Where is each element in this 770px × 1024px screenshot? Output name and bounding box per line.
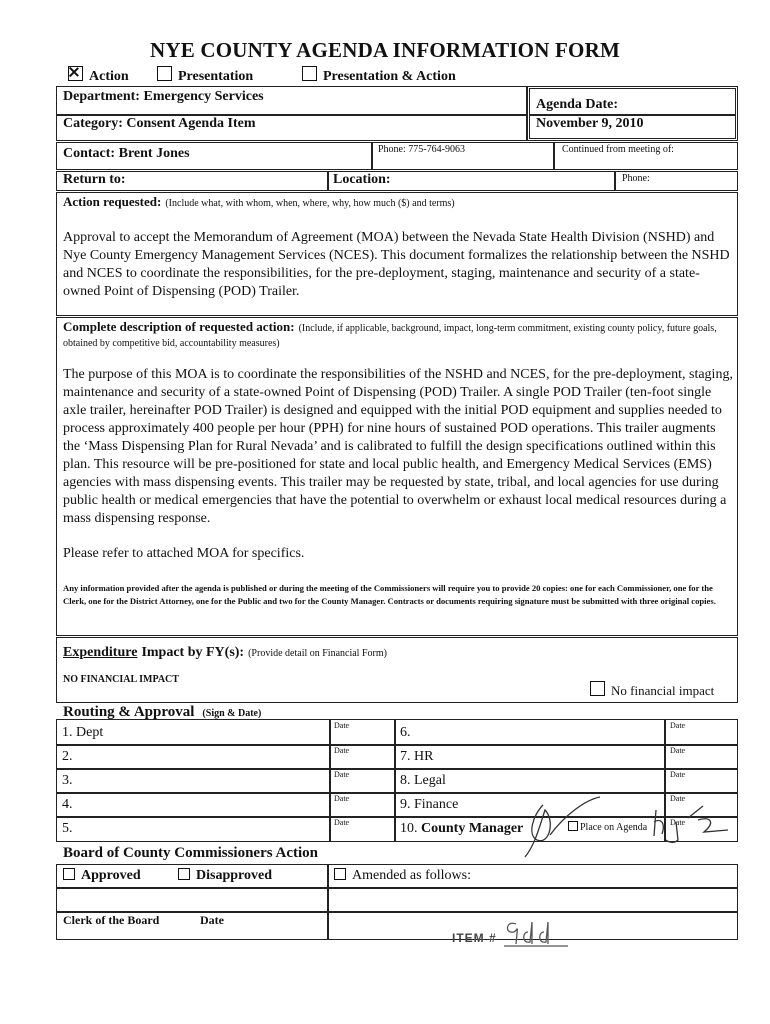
contact-label: Contact:	[63, 146, 116, 161]
amended-label: Amended as follows:	[352, 868, 471, 883]
board-title: Board of County Commissioners Action	[63, 845, 319, 861]
routing-left-4: 4.	[62, 797, 73, 812]
routing-county-manager: County Manager	[421, 821, 524, 836]
action-requested-header	[63, 193, 455, 211]
place-on-agenda-option[interactable]	[568, 821, 647, 833]
routing-hr: HR	[414, 749, 434, 764]
routing-date-label: Date	[334, 721, 350, 730]
option-presentation[interactable]	[157, 66, 253, 85]
routing-left-3: 3.	[62, 773, 73, 788]
clerk-date-label: Date	[200, 913, 224, 927]
checkbox-action[interactable]	[68, 66, 83, 81]
approved-label: Approved	[81, 868, 141, 883]
checkbox-amended[interactable]	[334, 868, 346, 880]
place-on-agenda-label: Place on Agenda	[580, 822, 648, 833]
clerk-label: Clerk of the Board	[63, 913, 160, 927]
checkbox-disapproved[interactable]	[178, 868, 190, 880]
routing-date-label: Date	[670, 794, 686, 803]
action-requested-hint: (Include what, with whom, when, where, why, how much ($) and terms)	[165, 198, 455, 209]
no-financial-impact-option[interactable]	[590, 681, 714, 699]
phone-label: Phone:	[622, 173, 650, 184]
impact-label: Impact by FY(s):	[141, 645, 245, 660]
continued-from-label: Continued from meeting of:	[562, 144, 674, 155]
routing-date-label: Date	[670, 721, 686, 730]
routing-date-label: Date	[334, 818, 350, 827]
description-text: The purpose of this MOA is to coordinate the responsibilities of the NSHD and NCES, for the pre-deployment, staging, maintenance and security of a state-owned Point of Dispensing (POD) Trailer. A single POD Trailer (ten-foot single axle trailer, hereinafter POD Trailer) is designed and equipped with the initial POD equipment and supplies needed to process approximately 400 people per hour (PPH) for nine hours of sustained POD operations. This trailer augments the ‘Mass Dispensing Plan for Rural Nevada’ and is calibrated to fulfill the design specifications outlined within this plan. This resource will be pre-positioned for state and local public health, and Emergency Medical Services (EMS) agencies with mass dispensing events. This trailer may be requested by state, tribal, and local agencies for use during public health or medical emergencies that have the potential to overwhelm or exhaust local medical resources during a mass dispensing response.	[63, 367, 733, 526]
description-refer: Please refer to attached MOA for specifics.	[63, 546, 305, 561]
routing-hint: (Sign & Date)	[202, 708, 262, 719]
checkbox-approved[interactable]	[63, 868, 75, 880]
expenditure-hint: (Provide detail on Financial Form)	[248, 648, 387, 659]
checkbox-place-on-agenda[interactable]	[568, 821, 578, 831]
description-label: Complete description of requested action:	[63, 319, 295, 334]
contact-value: Brent Jones	[118, 146, 190, 161]
category-label: Category:	[63, 116, 123, 131]
department-value: Emergency Services	[143, 89, 264, 104]
category-field	[63, 116, 256, 132]
action-requested-label: Action requested:	[63, 194, 162, 209]
routing-finance: Finance	[414, 797, 459, 812]
routing-date-label: Date	[670, 746, 686, 755]
no-financial-impact-label: No financial impact	[611, 683, 715, 698]
department-field	[63, 89, 264, 105]
routing-right-8: 8. Legal	[400, 773, 446, 788]
routing-legal: Legal	[414, 773, 446, 788]
form-title: NYE COUNTY AGENDA INFORMATION FORM	[150, 38, 620, 62]
routing-right-7: 7. HR	[400, 749, 434, 764]
expenditure-header	[63, 643, 387, 661]
location-label: Location:	[333, 172, 391, 187]
option-presentation-label: Presentation	[178, 69, 254, 84]
routing-right-6: 6.	[400, 725, 411, 740]
agenda-date-label: Agenda Date:	[536, 97, 619, 112]
routing-date-label: Date	[334, 770, 350, 779]
routing-date-label: Date	[334, 794, 350, 803]
checkbox-no-financial-impact[interactable]	[590, 681, 605, 696]
routing-left-5: 5.	[62, 821, 73, 836]
option-action-label: Action	[89, 69, 129, 84]
disapproved-label: Disapproved	[196, 868, 272, 883]
department-label: Department:	[63, 89, 140, 104]
routing-date-label: Date	[334, 746, 350, 755]
routing-date-label: Date	[670, 770, 686, 779]
return-to-label: Return to:	[63, 172, 126, 187]
copies-notice: Any information provided after the agenda is published or during the meeting of the Commissioners will require you to provide 20 copies: one for each Commissioner, one for the Clerk, one for the District Attorney, one for the Public and two for the County Manager. Contracts or documents requiring signature must be submitted with three original copies.	[63, 583, 716, 606]
expenditure-value: NO FINANCIAL IMPACT	[63, 674, 179, 685]
amended-option[interactable]	[334, 868, 471, 884]
option-presentation-action-label: Presentation & Action	[323, 69, 456, 84]
agenda-date-value: November 9, 2010	[536, 116, 644, 131]
disapproved-option[interactable]	[178, 868, 272, 884]
routing-left-2: 2.	[62, 749, 73, 764]
approved-option[interactable]	[63, 868, 141, 884]
expenditure-label: Expenditure	[63, 645, 138, 660]
contact-field	[63, 146, 190, 162]
routing-right-9: 9. Finance	[400, 797, 459, 812]
option-presentation-action[interactable]	[302, 66, 456, 85]
category-value: Consent Agenda Item	[126, 116, 256, 131]
routing-right-10: 10. County Manager	[400, 821, 524, 836]
description-hint: (Include, if applicable, background, impact, long-term commitment, existing county policy, future goals, obtained by competitive bid, accountability measures)	[63, 323, 717, 349]
checkbox-presentation-action[interactable]	[302, 66, 317, 81]
routing-title: Routing & Approval	[63, 704, 195, 720]
item-number-label: ITEM #	[452, 931, 497, 945]
action-requested-text: Approval to accept the Memorandum of Agreement (MOA) between the Nevada State Health Division (NSHD) and Nye County Emergency Management Services (NCES). This document formalizes the relationship between the NSHD and NCES to coordinate the responsibilities, for the pre-deployment, staging, maintenance and security of a state-owned Point of Dispensing (POD) Trailer.	[63, 230, 730, 299]
contact-phone: Phone: 775-764-9063	[378, 144, 465, 155]
checkbox-presentation[interactable]	[157, 66, 172, 81]
description-header	[63, 320, 733, 350]
routing-left-1: 1. Dept	[62, 725, 104, 740]
option-action[interactable]	[68, 66, 129, 85]
routing-date-label: Date	[670, 818, 686, 827]
